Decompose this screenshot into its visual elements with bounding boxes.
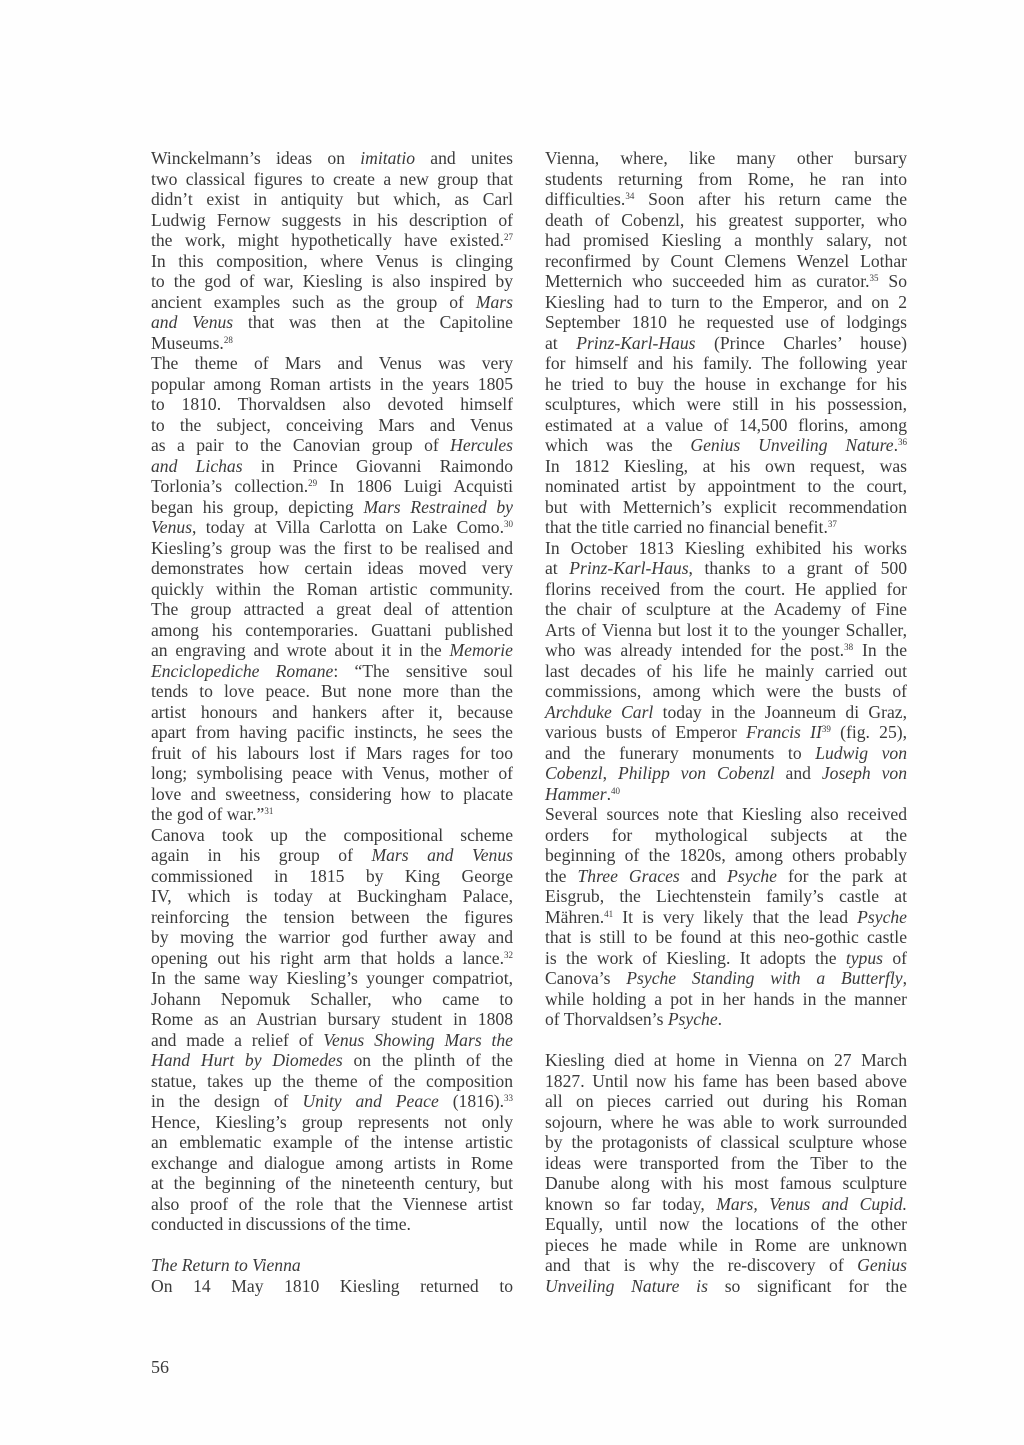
text-run: , — [602, 763, 618, 783]
text-line — [151, 1214, 513, 1235]
text-line — [545, 374, 907, 395]
text-run: 1827. Until now his fame has been based above — [545, 1070, 907, 1091]
text-run: . — [606, 783, 611, 804]
text-line — [151, 866, 513, 887]
text-run: , — [902, 968, 907, 988]
text-run: , thanks to a grant of 500 — [688, 558, 907, 578]
text-line — [545, 989, 907, 1010]
footnote-ref: 31 — [264, 806, 274, 816]
footnote-ref: 28 — [223, 334, 233, 345]
text-line — [545, 476, 907, 497]
text-run: demonstrates how certain ideas moved very — [151, 558, 513, 578]
italic-title: Psyche — [727, 865, 777, 886]
footnote-ref: 37 — [827, 519, 837, 529]
text-run: Ludwig Fernow suggests in his description of — [151, 209, 513, 230]
text-run: (fig. 25), — [830, 722, 907, 742]
text-run: and — [774, 763, 822, 783]
text-line — [545, 1050, 907, 1071]
text-line — [151, 189, 513, 210]
text-run: pieces he made while in Rome are unknown — [545, 1234, 907, 1255]
text-run: Eisgrub, the Liechtenstein family’s castle at — [545, 886, 907, 906]
text-run: that was then at the Capitoline — [233, 312, 513, 332]
text-line — [151, 620, 513, 641]
text-run: various busts of Emperor — [545, 722, 747, 742]
text-line — [151, 333, 513, 354]
text-run: The theme of Mars and Venus was very — [151, 353, 513, 373]
text-run: the chair of sculpture at the Academy of Fine — [545, 599, 907, 619]
text-run: (Prince Charles’ house) — [695, 332, 907, 353]
footnote-ref: 30 — [504, 519, 513, 529]
text-run: an emblematic example of the intense artistic — [151, 1132, 513, 1152]
text-run: reconfirmed by Count Clemens Wenzel Lothar — [545, 250, 907, 271]
footnote-ref: 39 — [821, 724, 831, 734]
text-run: that the title carried no financial benefit. — [545, 517, 828, 537]
text-run: who was already intended for the post. — [545, 640, 845, 660]
text-line — [151, 292, 513, 313]
text-run: of — [883, 947, 907, 968]
text-line — [151, 968, 513, 989]
italic-title: Unveiling Nature is — [545, 1275, 708, 1296]
section-body-text — [151, 1276, 513, 1297]
text-run: as a pair to the Canovian group of — [151, 435, 451, 455]
italic-title: typus — [845, 947, 883, 968]
text-run: Kiesling died at home in Vienna on 27 March — [545, 1050, 907, 1070]
text-line — [545, 189, 907, 210]
text-run: on the plinth of the — [342, 1050, 513, 1070]
text-line — [151, 394, 513, 415]
text-line — [151, 353, 513, 374]
italic-title: Cobenzl — [545, 763, 603, 783]
italic-title: Venus Showing Mars the — [323, 1029, 513, 1050]
text-line — [151, 743, 513, 764]
text-run: exchange and dialogue among artists in Rome — [151, 1152, 513, 1173]
text-run: known so far today, — [545, 1193, 717, 1214]
text-run: all on pieces carried out during his Roman — [545, 1091, 907, 1111]
page-number: 56 — [151, 1357, 169, 1377]
text-line — [545, 722, 907, 743]
text-run: today in the Joanneum di Graz, — [653, 701, 907, 722]
text-line — [151, 230, 513, 251]
text-line — [151, 948, 513, 969]
text-run: in Prince Giovanni Raimondo — [242, 455, 513, 476]
italic-title: Psyche Standing with a Butterfly — [626, 968, 903, 988]
text-line — [545, 435, 907, 456]
text-line — [545, 866, 907, 887]
text-line — [151, 538, 513, 559]
italic-title: Hercules — [450, 435, 513, 455]
text-line — [545, 579, 907, 600]
text-run: Danube along with his most famous sculpture — [545, 1173, 907, 1193]
text-line — [151, 210, 513, 231]
text-line — [545, 640, 907, 661]
text-run: Canova’s — [545, 968, 627, 988]
text-line — [545, 148, 907, 169]
text-run: ancient examples such as the group of — [151, 291, 476, 312]
left-body-text — [151, 148, 513, 1235]
text-line — [151, 907, 513, 928]
text-run: death of Cobenzl, his greatest supporter, who — [545, 209, 907, 230]
text-run: so significant for the — [707, 1275, 907, 1296]
text-line — [545, 210, 907, 231]
text-run: In the same way Kiesling’s younger compatriot, — [151, 968, 513, 988]
text-line — [151, 722, 513, 743]
text-run: fruit of his labours lost if Mars rages for too — [151, 742, 513, 763]
text-line — [151, 558, 513, 579]
text-run: for himself and his family. The following year — [545, 353, 907, 373]
text-line — [151, 661, 513, 682]
text-run: artist honours and hankers after it, because — [151, 701, 513, 722]
text-line — [545, 1009, 907, 1030]
text-line — [151, 702, 513, 723]
text-run: again in his group of — [151, 845, 372, 865]
text-line — [151, 1276, 513, 1297]
text-run: quickly within the Roman artistic community. — [151, 578, 513, 599]
text-run: at — [545, 332, 577, 353]
text-line — [151, 1194, 513, 1215]
left-column — [151, 148, 513, 1296]
text-run: love and sweetness, considering how to placate — [151, 783, 513, 804]
text-line — [545, 271, 907, 292]
text-run: Metternich who succeeded him as curator. — [545, 271, 870, 291]
italic-title: Ludwig von — [815, 742, 907, 763]
text-line — [545, 763, 907, 784]
text-line — [545, 1235, 907, 1256]
text-run: to 1810. Thorvaldsen also devoted himself — [151, 394, 513, 414]
italic-title: Memorie — [449, 640, 513, 660]
text-line — [545, 845, 907, 866]
footnote-ref: 32 — [504, 949, 513, 960]
text-line — [545, 1153, 907, 1174]
text-run: popular among Roman artists in the years 1805 — [151, 373, 513, 394]
text-run: So — [878, 271, 907, 291]
italic-title: Prinz-Karl-Haus — [576, 332, 696, 353]
text-run: commissions, among which were the busts of — [545, 681, 907, 701]
right-column — [545, 148, 907, 1296]
text-line — [151, 845, 513, 866]
text-run: Mähren. — [545, 906, 605, 927]
italic-title: Archduke Carl — [545, 701, 654, 722]
text-run: in the design of — [151, 1091, 303, 1111]
text-line — [545, 497, 907, 518]
text-run: long; symbolising peace with Venus, mother of — [151, 763, 513, 783]
text-run: estimated at a value of 14,500 florins, among — [545, 414, 907, 435]
text-run: orders for mythological subjects at the — [545, 824, 907, 845]
text-line — [151, 456, 513, 477]
text-run: began his group, depicting — [151, 496, 364, 517]
text-run: florins received from the court. He applied for — [545, 578, 907, 599]
italic-title: and Lichas — [151, 455, 243, 476]
italic-title: Genius — [857, 1255, 907, 1275]
italic-title: Unity and Peace — [302, 1091, 439, 1111]
text-line — [545, 804, 907, 825]
italic-title: and Venus — [151, 312, 234, 332]
text-line — [545, 743, 907, 764]
text-run: conducted in discussions of the time. — [151, 1214, 411, 1234]
text-run: which was the — [545, 435, 691, 455]
text-line — [545, 292, 907, 313]
text-run: In the — [853, 640, 908, 660]
text-run: reinforcing the tension between the figures — [151, 906, 513, 927]
text-run: In 1812 Kiesling, at his own request, was — [545, 455, 907, 476]
section-heading: The Return to Vienna — [151, 1255, 301, 1275]
text-line — [545, 1255, 907, 1276]
text-run: apart from having pacific instincts, he sees the — [151, 722, 513, 742]
text-run: among his contemporaries. Guattani published — [151, 619, 513, 640]
text-run: and — [679, 865, 728, 886]
text-line — [545, 825, 907, 846]
text-line — [151, 1030, 513, 1051]
text-run: last decades of his life he mainly carried out — [545, 660, 907, 681]
text-line — [151, 415, 513, 436]
text-line — [151, 784, 513, 805]
italic-title: Genius Unveiling Nature — [690, 435, 894, 455]
text-run: for the park at — [777, 865, 908, 886]
text-line — [151, 1050, 513, 1071]
italic-title: Joseph von — [821, 763, 907, 783]
text-line — [151, 435, 513, 456]
text-run: by the protagonists of classical sculpture whose — [545, 1132, 907, 1152]
text-run: tends to love peace. But none more than the — [151, 681, 513, 701]
footnote-ref: 34 — [625, 191, 635, 201]
text-run: Arts of Vienna but lost it to the younger Schaller, — [545, 619, 907, 640]
text-run: Soon after his return came the — [634, 189, 907, 209]
text-line — [545, 681, 907, 702]
italic-title: Philipp von Cobenzl — [617, 763, 775, 783]
footnote-ref: 38 — [844, 642, 854, 652]
text-run: Torlonia’s collection. — [151, 476, 309, 496]
text-run: two classical figures to create a new group that — [151, 168, 513, 189]
text-run: It is very likely that the lead — [613, 906, 858, 927]
text-run: ideas were transported from the Tiber to the — [545, 1152, 907, 1173]
text-run: : “The sensitive soul — [333, 660, 513, 681]
italic-title: Three Graces — [577, 865, 680, 886]
text-run: Canova took up the compositional scheme — [151, 824, 513, 845]
section-gap — [151, 1235, 513, 1256]
text-line — [151, 251, 513, 272]
text-run: at — [545, 558, 570, 578]
text-line — [151, 169, 513, 190]
text-line — [545, 230, 907, 251]
text-line — [545, 1071, 907, 1092]
text-line — [545, 517, 907, 538]
text-line — [545, 558, 907, 579]
text-run: while holding a pot in her hands in the manner — [545, 988, 907, 1009]
text-run: the god of war.” — [151, 804, 265, 824]
text-line — [545, 784, 907, 805]
text-run: In October 1813 Kiesling exhibited his works — [545, 537, 907, 558]
text-run: Rome as an Austrian bursary student in 1808 — [151, 1009, 513, 1029]
text-line — [545, 333, 907, 354]
text-run: Winckelmann’s ideas on — [151, 148, 361, 168]
text-line — [545, 1091, 907, 1112]
text-run: by moving the warrior god further away and — [151, 927, 513, 947]
italic-title: Mars, Venus and Cupid. — [716, 1193, 907, 1214]
italic-title: Hand Hurt by Diomedes — [151, 1050, 343, 1070]
text-run: an engraving and wrote about it in the — [151, 640, 450, 660]
text-line — [545, 661, 907, 682]
text-run: and that is why the re-discovery of — [545, 1255, 858, 1275]
text-line — [545, 169, 907, 190]
text-run: to the god of war, Kiesling is also inspired by — [151, 271, 513, 291]
text-run: but with Metternich’s explicit recommendation — [545, 496, 907, 517]
text-run: sojourn, where he was able to work surrounded — [545, 1111, 907, 1132]
text-run: . — [893, 435, 898, 455]
paragraph-gap — [545, 1030, 907, 1051]
footnote-ref: 33 — [504, 1093, 513, 1103]
italic-title: Psyche — [857, 906, 907, 927]
text-line — [545, 456, 907, 477]
text-line — [545, 927, 907, 948]
footnote-ref: 41 — [604, 908, 614, 919]
text-run: (1816). — [438, 1091, 504, 1111]
text-run: difficulties. — [545, 189, 626, 209]
text-line — [545, 702, 907, 723]
text-run: and the funerary monuments to — [545, 742, 816, 763]
italic-title: Hammer — [545, 783, 607, 804]
text-line — [151, 497, 513, 518]
text-run: Kiesling had to turn to the Emperor, and on 2 — [545, 291, 907, 312]
italic-title: Francis II — [746, 722, 822, 742]
text-run: the work, might hypothetically have existed. — [151, 230, 504, 250]
text-run: at the beginning of the nineteenth century, but — [151, 1173, 513, 1193]
text-line — [545, 415, 907, 436]
text-line — [151, 1132, 513, 1153]
text-run: sculptures, which were still in his possession, — [545, 394, 907, 414]
text-line — [151, 312, 513, 333]
text-run: Kiesling’s group was the first to be realised and — [151, 537, 513, 558]
italic-title: Prinz-Karl-Haus — [569, 558, 689, 578]
text-line — [545, 907, 907, 928]
italic-title: Mars — [475, 291, 513, 312]
text-line — [545, 394, 907, 415]
text-run: Hence, Kiesling’s group represents not only — [151, 1111, 513, 1132]
text-run: Vienna, where, like many other bursary — [545, 148, 907, 168]
text-line — [151, 599, 513, 620]
text-run: also proof of the role that the Viennese artist — [151, 1193, 513, 1214]
text-line — [151, 476, 513, 497]
text-line — [545, 599, 907, 620]
text-run: had promised Kiesling a monthly salary, not — [545, 230, 907, 250]
text-run: In 1806 Luigi Acquisti — [317, 476, 513, 496]
text-line — [545, 1214, 907, 1235]
text-run: statue, takes up the theme of the composition — [151, 1070, 513, 1091]
text-line — [151, 640, 513, 661]
text-run: and unites — [415, 148, 513, 168]
italic-title: Mars Restrained by — [363, 496, 513, 517]
text-run: nominated artist by appointment to the court, — [545, 476, 907, 496]
text-line — [545, 620, 907, 641]
text-run: to the subject, conceiving Mars and Venus — [151, 414, 513, 435]
text-line — [151, 1091, 513, 1112]
right-body-text — [545, 148, 907, 1030]
text-line — [545, 538, 907, 559]
text-run: that is still to be found at this neo-gothic castle — [545, 927, 907, 947]
text-run: On 14 May 1810 Kiesling returned to — [151, 1275, 513, 1296]
footnote-ref: 29 — [308, 478, 318, 488]
text-run: The group attracted a great deal of attention — [151, 599, 513, 619]
text-run: IV, which is today at Buckingham Palace, — [151, 886, 513, 906]
text-line — [151, 763, 513, 784]
text-line — [545, 1173, 907, 1194]
text-line — [151, 579, 513, 600]
text-run: Museums. — [151, 332, 224, 353]
footnote-ref: 40 — [610, 785, 620, 796]
text-run: commissioned in 1815 by King George — [151, 865, 513, 886]
text-line — [151, 1153, 513, 1174]
text-run: and made a relief of — [151, 1029, 324, 1050]
text-run: September 1810 he requested use of lodgings — [545, 312, 907, 332]
footnote-ref: 35 — [869, 273, 879, 283]
italic-title: Venus — [151, 517, 193, 537]
text-line — [151, 1173, 513, 1194]
text-line — [545, 1276, 907, 1297]
text-run: beginning of the 1820s, among others probably — [545, 845, 907, 865]
text-run: the — [545, 865, 578, 886]
text-line — [151, 927, 513, 948]
text-line — [545, 353, 907, 374]
text-line — [151, 374, 513, 395]
text-line — [151, 271, 513, 292]
text-line — [151, 825, 513, 846]
italic-title: Psyche — [667, 1009, 718, 1029]
text-run: Several sources note that Kiesling also received — [545, 804, 907, 824]
text-line — [151, 886, 513, 907]
text-run: In this composition, where Venus is clinging — [151, 250, 513, 271]
footnote-ref: 36 — [897, 437, 907, 447]
text-line — [151, 989, 513, 1010]
text-line — [545, 1132, 907, 1153]
text-run: of Thorvaldsen’s — [545, 1009, 668, 1029]
text-line — [151, 681, 513, 702]
text-line — [545, 1112, 907, 1133]
text-line — [545, 312, 907, 333]
text-line — [151, 1112, 513, 1133]
italic-title: Enciclopediche Romane — [151, 660, 334, 681]
text-run: he tried to buy the house in exchange for his — [545, 373, 907, 394]
text-run: didn’t exist in antiquity but which, as Carl — [151, 189, 513, 209]
italic-title: imitatio — [360, 148, 416, 168]
footnote-ref: 27 — [504, 232, 513, 242]
text-run: students returning from Rome, he ran into — [545, 168, 907, 189]
text-run: , today at Villa Carlotta on Lake Como. — [192, 517, 504, 537]
text-line — [151, 517, 513, 538]
closing-paragraph — [545, 1050, 907, 1296]
italic-title: Mars and Venus — [371, 845, 513, 865]
text-line — [545, 1194, 907, 1215]
text-run: opening out his right arm that holds a lance. — [151, 947, 504, 968]
text-run: Johann Nepomuk Schaller, who came to — [151, 988, 513, 1009]
text-run: is the work of Kiesling. It adopts the — [545, 947, 846, 968]
text-line — [545, 251, 907, 272]
text-line — [151, 148, 513, 169]
text-line — [151, 1009, 513, 1030]
text-line — [151, 804, 513, 825]
text-line — [545, 948, 907, 969]
text-line — [151, 1071, 513, 1092]
text-run: Equally, until now the locations of the other — [545, 1214, 907, 1234]
text-line — [545, 968, 907, 989]
text-run: . — [717, 1009, 723, 1029]
text-line — [545, 886, 907, 907]
